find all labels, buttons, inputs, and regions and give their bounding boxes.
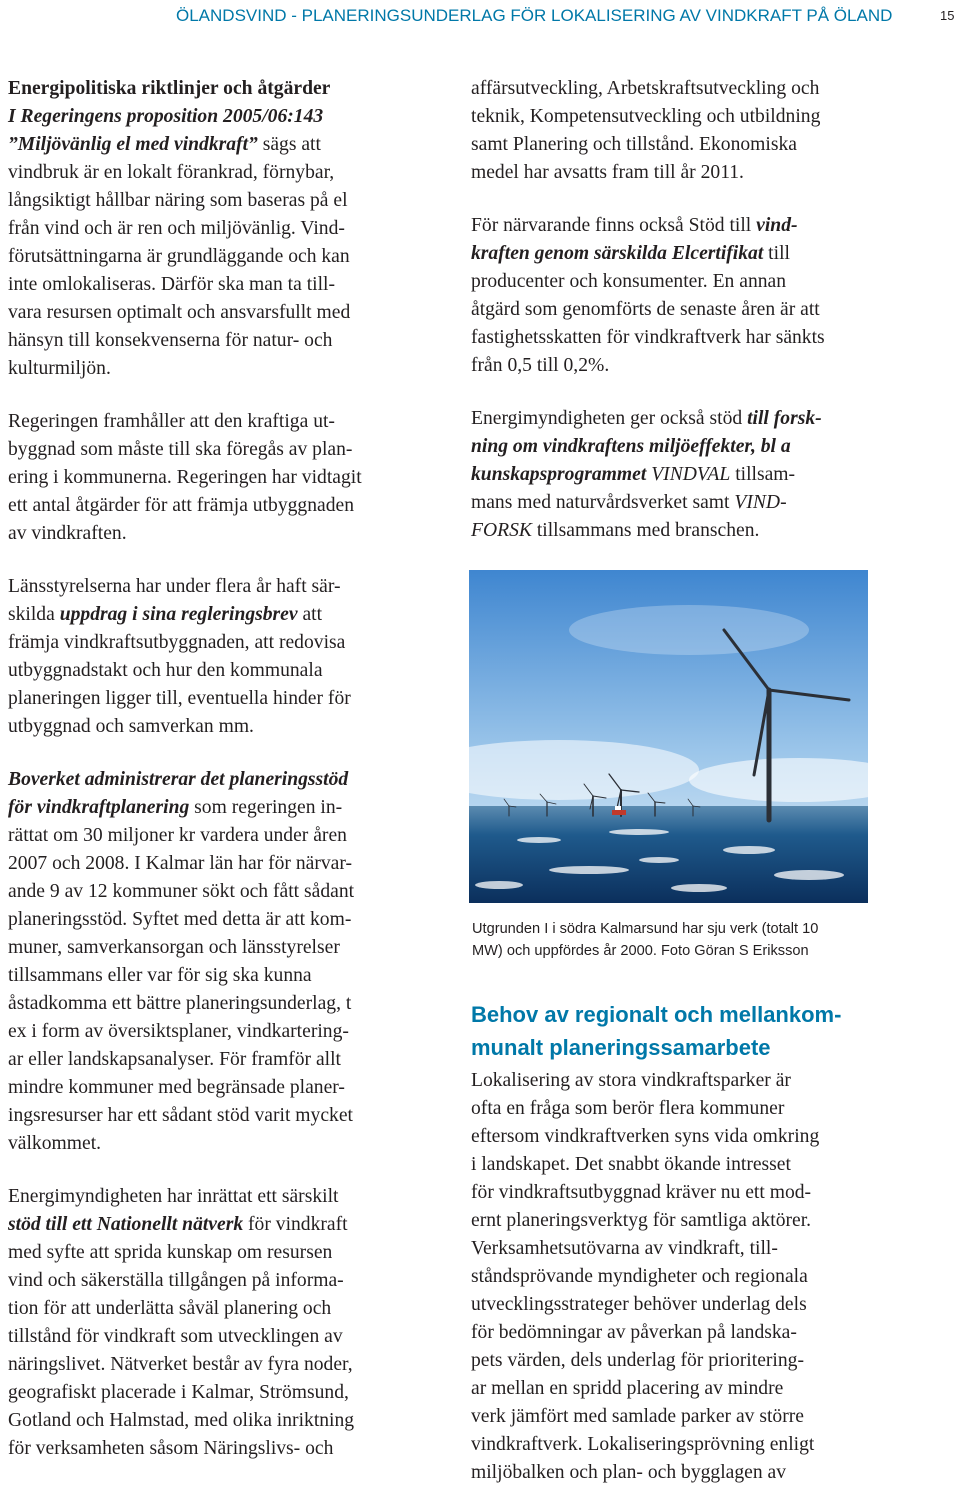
section-subheading: Energipolitiska riktlinjer och åtgärder: [8, 78, 331, 99]
paragraph-county-boards: [8, 573, 428, 741]
text-line: vara resursen optimalt och ansvarsfullt med: [8, 302, 351, 323]
text-line: eftersom vindkraftverken syns vida omkring: [471, 1126, 820, 1147]
caption-line: Utgrunden I i södra Kalmarsund har sju verk (totalt 10: [472, 921, 819, 937]
text-line: för bedömningar av påverkan på landska-: [471, 1322, 797, 1343]
caption-line: MW) och uppfördes år 2000. Foto Göran S Eriksson: [472, 943, 809, 959]
text-line: för verksamheten såsom Näringslivs- och: [8, 1438, 334, 1459]
text-line: av vindkraften.: [8, 523, 127, 544]
paragraph-energy-policy: [8, 75, 428, 383]
text-line: stöd till ett Nationellt nätverk för vindkraft: [8, 1214, 348, 1235]
text-line: från 0,5 till 0,2%.: [471, 355, 610, 376]
text-line: muner, samverkansorgan och länsstyrelser: [8, 937, 340, 958]
text-line: Boverket administrerar det planeringsstöd: [8, 769, 349, 790]
text-line: näringslivet. Nätverket består av fyra noder,: [8, 1354, 353, 1375]
text-line: ning om vindkraftens miljöeffekter, bl a: [471, 436, 791, 457]
text-line: vindbruk är en lokalt förankrad, förnybar,: [8, 162, 335, 183]
running-title: ÖLANDSVIND - PLANERINGSUNDERLAG FÖR LOKALISERING AV VINDKRAFT PÅ ÖLAND: [176, 6, 893, 25]
text-line: geografiskt placerade i Kalmar, Strömsund,: [8, 1382, 349, 1403]
paragraph-government: [8, 408, 428, 548]
text-line: pets värden, dels underlag för prioritering-: [471, 1350, 804, 1371]
text-line: miljöbalken och plan- och bygglagen av: [471, 1462, 787, 1483]
text-line: affärsutveckling, Arbetskraftsutveckling och: [471, 78, 820, 99]
text-line: kulturmiljön.: [8, 358, 111, 379]
text-line: fastighetsskatten för vindkraftverk har sänkts: [471, 327, 825, 348]
text-line: verk jämfört med samlade parker av större: [471, 1406, 804, 1427]
text-line: kunskapsprogrammet VINDVAL tillsam-: [471, 464, 796, 485]
text-line: mindre kommuner med begränsade planer-: [8, 1077, 345, 1098]
text-line: skilda uppdrag i sina regleringsbrev att: [8, 604, 323, 625]
text-line: från vind och är ren och miljövänlig. Vind-: [8, 218, 345, 239]
text-line: ”Miljövänlig el med vindkraft” sägs att: [8, 134, 321, 155]
text-line: producenter och konsumenter. En annan: [471, 271, 787, 292]
paragraph-network: [8, 1183, 428, 1463]
text-line: planeringsstöd. Syftet med detta är att kom-: [8, 909, 352, 930]
paragraph-continuation: [471, 75, 941, 187]
text-line: Energimyndigheten ger också stöd till forsk-: [471, 408, 822, 429]
text-line: mans med naturvårdsverket samt VIND-: [471, 492, 787, 513]
text-line: ering i kommunerna. Regeringen har vidtagit: [8, 467, 362, 488]
text-line: Regeringen framhåller att den kraftiga ut-: [8, 411, 335, 432]
text-line: FORSK tillsammans med branschen.: [471, 520, 760, 541]
text-line: teknik, Kompetensutveckling och utbildning: [471, 106, 821, 127]
paragraph-regional-planning: [471, 1067, 941, 1487]
text-line: ar mellan en spridd placering av mindre: [471, 1378, 784, 1399]
text-line: Energimyndigheten har inrättat ett särskilt: [8, 1186, 339, 1207]
text-line: Lokalisering av stora vindkraftsparker är: [471, 1070, 791, 1091]
page-number: 15: [940, 8, 955, 23]
photo-caption: [472, 918, 872, 962]
text-line: ett antal åtgärder för att främja utbyggnaden: [8, 495, 354, 516]
right-column-top: [471, 75, 941, 570]
text-line: utbyggnadstakt och hur den kommunala: [8, 660, 323, 681]
text-line: ståndsprövande myndigheter och regionala: [471, 1266, 808, 1287]
text-line: ex i form av översiktsplaner, vindkartering-: [8, 1021, 349, 1042]
text-line: Gotland och Halmstad, med olika inriktning: [8, 1410, 355, 1431]
right-column-bottom: [471, 1067, 941, 1512]
text-line: för vindkraftsutbyggnad kräver nu ett mod-: [471, 1182, 812, 1203]
text-line: ar eller landskapsanalyser. För framför allt: [8, 1049, 341, 1070]
text-line: förutsättningarna är grundläggande och kan: [8, 246, 350, 267]
text-line: Verksamhetsutövarna av vindkraft, till-: [471, 1238, 778, 1259]
heading-line: munalt planeringssamarbete: [471, 1035, 771, 1060]
heading-line: Behov av regionalt och mellankom-: [471, 1002, 842, 1027]
text-line: tillstånd för vindkraft som utvecklingen av: [8, 1326, 343, 1347]
text-line: ingsresurser har ett sådant stöd varit mycket: [8, 1105, 353, 1126]
paragraph-elcertificates: [471, 212, 941, 380]
text-line: I Regeringens proposition 2005/06:143: [8, 106, 324, 127]
wind-turbines-photo: [469, 570, 868, 903]
text-line: vind och säkerställa tillgången på informa-: [8, 1270, 344, 1291]
text-line: utvecklingsstrateger behöver underlag dels: [471, 1294, 807, 1315]
text-line: ernt planeringsverktyg för samtliga aktörer.: [471, 1210, 812, 1231]
text-line: tillsammans eller var för sig ska kunna: [8, 965, 312, 986]
text-line: långsiktigt hållbar näring som baseras på el: [8, 190, 348, 211]
text-line: med syfte att sprida kunskap om resursen: [8, 1242, 333, 1263]
text-line: rättat om 30 miljoner kr vardera under åren: [8, 825, 347, 846]
text-line: Länsstyrelserna har under flera år haft sär-: [8, 576, 341, 597]
left-column: [8, 75, 428, 1488]
text-line: samt Planering och tillstånd. Ekonomiska: [471, 134, 797, 155]
text-line: hänsyn till konsekvenserna för natur- och: [8, 330, 333, 351]
text-line: tion för att underlätta såväl planering och: [8, 1298, 332, 1319]
text-line: åstadkomma ett bättre planeringsunderlag, t: [8, 993, 352, 1014]
text-line: utbyggnad och samverkan mm.: [8, 716, 254, 737]
text-line: åtgärd som genomförts de senaste åren är att: [471, 299, 820, 320]
paragraph-boverket: [8, 766, 428, 1158]
text-line: för vindkraftplanering som regeringen in-: [8, 797, 343, 818]
text-line: medel har avsatts fram till år 2011.: [471, 162, 744, 183]
text-line: För närvarande finns också Stöd till vind-: [471, 215, 798, 236]
page-header: [0, 6, 960, 26]
text-line: planeringen ligger till, eventuella hinder för: [8, 688, 351, 709]
text-line: inte omlokaliseras. Därför ska man ta till-: [8, 274, 336, 295]
text-line: byggnad som måste till ska föregås av plan-: [8, 439, 353, 460]
text-line: vindkraftverk. Lokaliseringsprövning enligt: [471, 1434, 815, 1455]
text-line: främja vindkraftsutbyggnaden, att redovisa: [8, 632, 346, 653]
text-line: i landskapet. Det snabbt ökande intresset: [471, 1154, 791, 1175]
text-line: ande 9 av 12 kommuner sökt och fått sådant: [8, 881, 355, 902]
text-line: 2007 och 2008. I Kalmar län har för närvar-: [8, 853, 353, 874]
text-line: välkommet.: [8, 1133, 102, 1154]
text-line: ofta en fråga som berör flera kommuner: [471, 1098, 785, 1119]
section-heading: [471, 998, 911, 1064]
text-line: kraften genom särskilda Elcertifikat till: [471, 243, 790, 264]
paragraph-research: [471, 405, 941, 545]
